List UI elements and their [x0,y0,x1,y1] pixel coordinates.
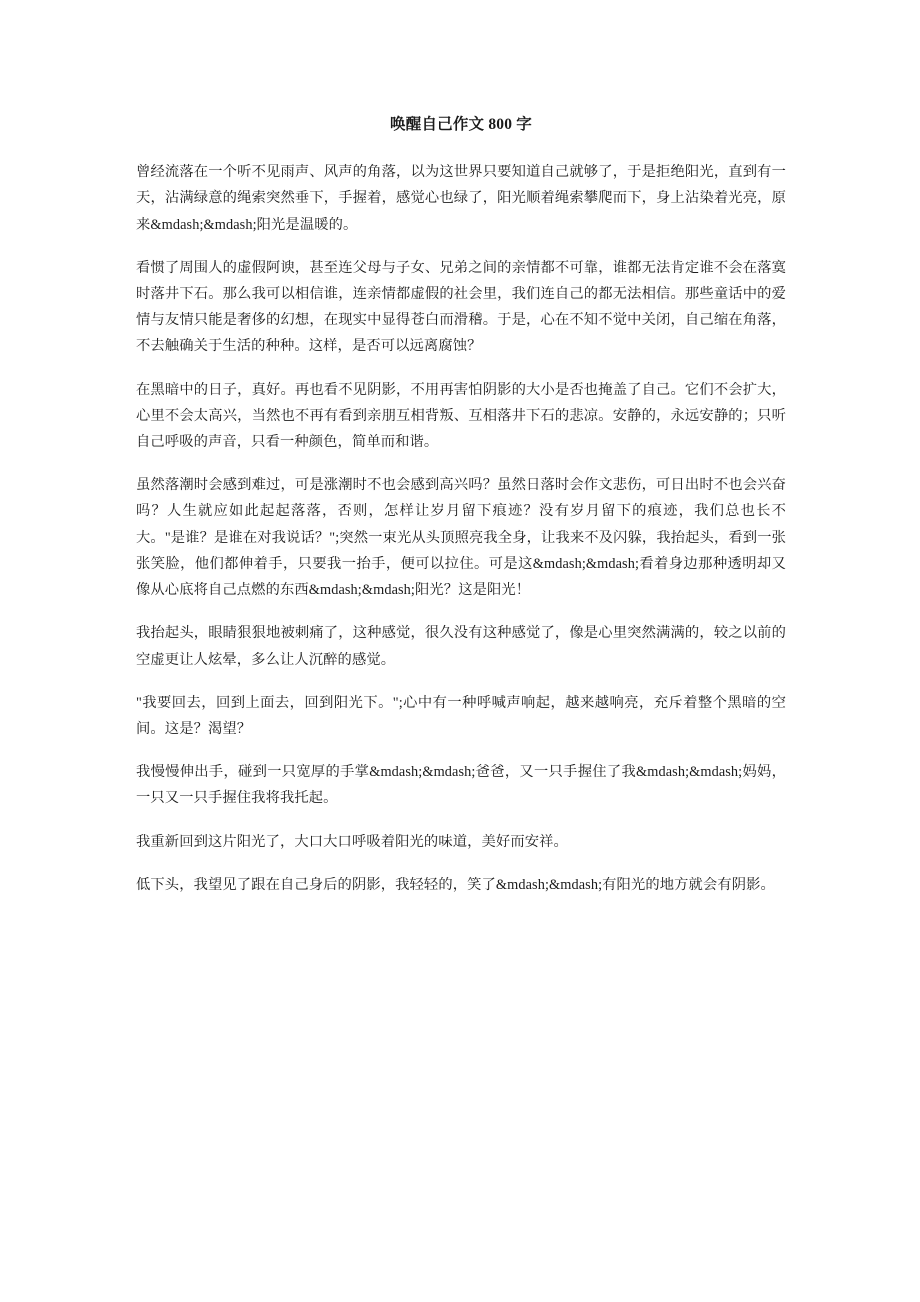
paragraph: "我要回去，回到上面去，回到阳光下。";心中有一种呼喊声响起，越来越响亮，充斥着整个黑暗的空间。这是？渴望？ [136,694,786,737]
paragraph: 曾经流落在一个听不见雨声、风声的角落，以为这世界只要知道自己就够了，于是拒绝阳光，直到有一天，沾满绿意的绳索突然垂下，手握着，感觉心也绿了，阳光顺着绳索攀爬而下，身上沾染着光亮，原来&mdash;&mdash;阳光是温暖的。 [136,164,786,233]
document-body [136,136,786,898]
document-content-column [136,0,786,898]
paragraph: 我慢慢伸出手，碰到一只宽厚的手掌&mdash;&mdash;爸爸，又一只手握住了我&mdash;&mdash;妈妈，一只又一只手握住我将我托起。 [136,764,786,807]
paragraph: 看惯了周围人的虚假阿谀，甚至连父母与子女、兄弟之间的亲情都不可靠，谁都无法肯定谁不会在落寞时落井下石。那么我可以相信谁，连亲情都虚假的社会里，我们连自己的都无法相信。那些童话中的爱情与友情只能是奢侈的幻想，在现实中显得苍白而滑稽。于是，心在不知不觉中关闭，自己缩在角落，不去触确关于生活的种种。这样，是否可以远离腐蚀？ [136,259,786,355]
paragraph: 我抬起头，眼睛狠狠地被刺痛了，这种感觉，很久没有这种感觉了，像是心里突然满满的，较之以前的空虚更让人炫晕，多么让人沉醉的感觉。 [136,625,786,668]
paragraph: 在黑暗中的日子，真好。再也看不见阴影，不用再害怕阴影的大小是否也掩盖了自己。它们不会扩大，心里不会太高兴，当然也不再有看到亲朋互相背叛、互相落井下石的悲凉。安静的，永远安静的；只听自己呼吸的声音，只看一种颜色，简单而和谐。 [136,381,786,451]
page-title: 唤醒自己作文 800 字 [390,116,532,133]
paragraph: 低下头，我望见了跟在自己身后的阴影，我轻轻的，笑了&mdash;&mdash;有阳光的地方就会有阴影。 [136,876,775,893]
paragraph: 虽然落潮时会感到难过，可是涨潮时不也会感到高兴吗？虽然日落时会作文悲伤，可日出时不也会兴奋吗？人生就应如此起起落落，否则，怎样让岁月留下痕迹？没有岁月留下的痕迹，我们总也长不大。"是谁？是谁在对我说话？";突然一束光从头顶照亮我全身，让我来不及闪躲，我抬起头，看到一张张笑脸，他们都伸着手，只要我一抬手，便可以拉住。可是这&mdash;&mdash;看着身边那种透明却又像从心底将自己点燃的东西&mdash;&mdash;阳光？这是阳光！ [136,477,786,599]
paragraph: 我重新回到这片阳光了，大口大口呼吸着阳光的味道，美好而安祥。 [136,833,568,850]
